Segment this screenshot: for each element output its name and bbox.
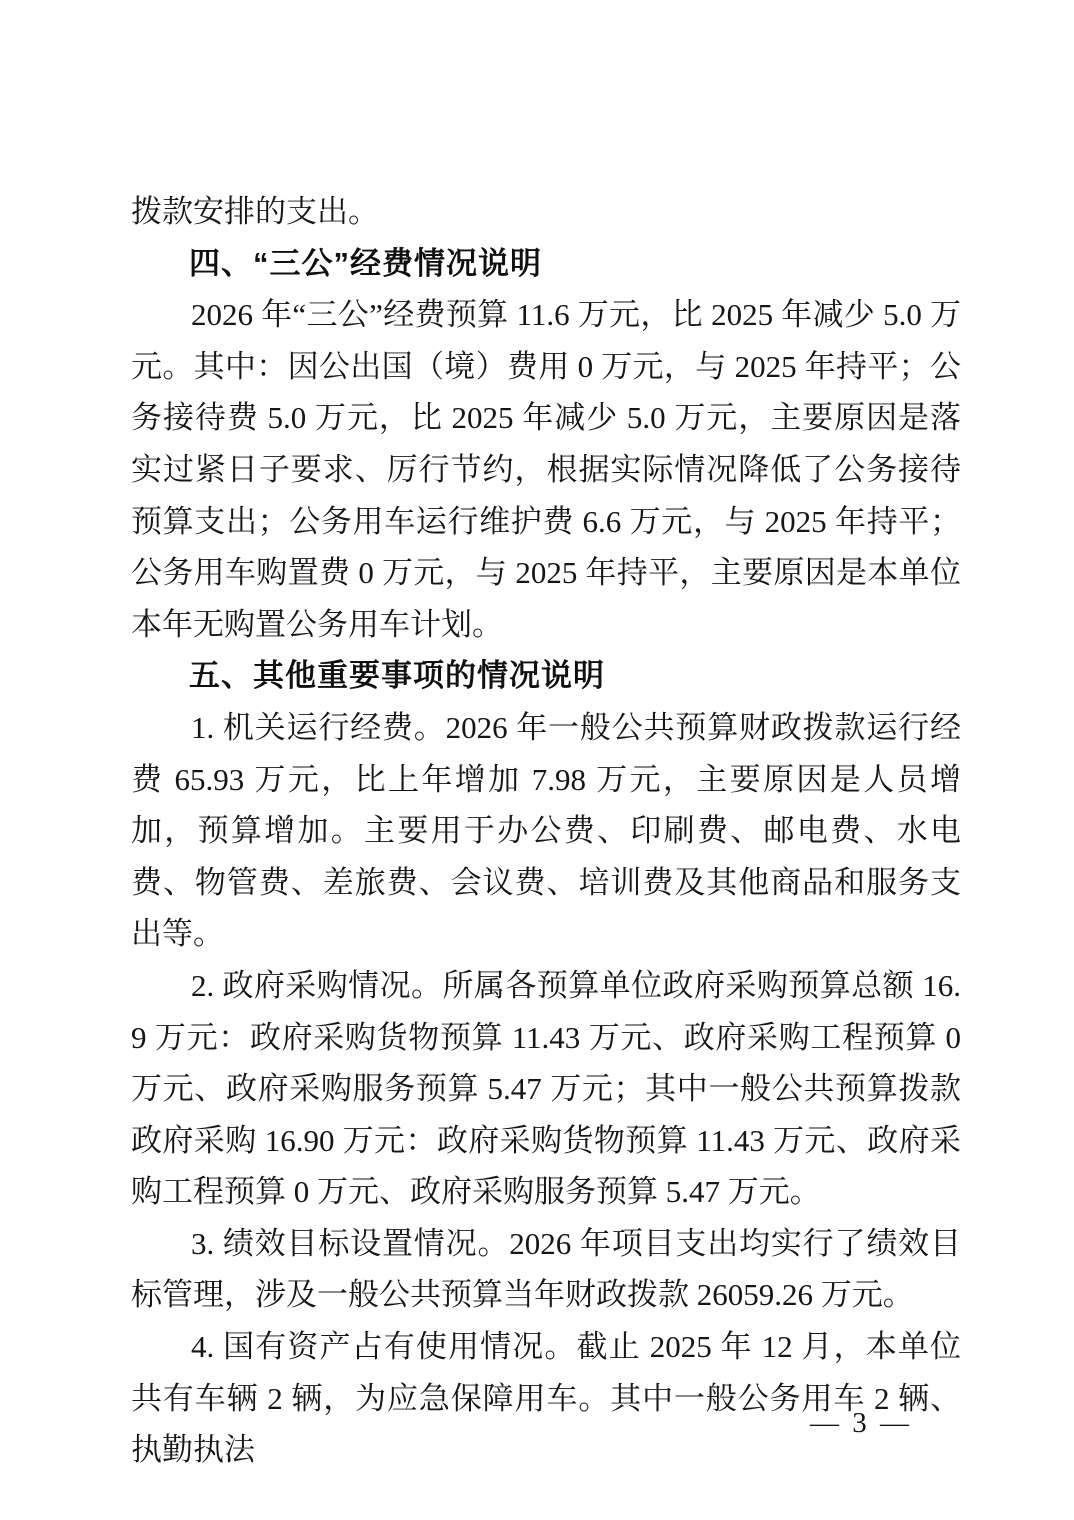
paragraph-operating-funds: 1. 机关运行经费。2026 年一般公共预算财政拨款运行经费 65.93 万元，比上年增加 7.98 万元，主要原因是人员增加，预算增加。主要用于办公费、印刷费、邮电费、水电费、物管费、差旅费、会议费、培训费及其他商品和服务支出等。: [131, 709, 961, 952]
paragraph-three-public-funds-detail: 2026 年“三公”经费预算 11.6 万元，比 2025 年减少 5.0 万元。其中：因公出国（境）费用 0 万元，与 2025 年持平；公务接待费 5.0 万元，比 2025 年减少 5.0 万元，主要原因是落实过紧日子要求、厉行节约，根据实际情况降低了公务接待预算支出；公务用车运行维护费 6.6 万元，与 2025 年持平；公务用车购置费 0 万元，与 2025 年持平，主要原因是本单位本年无购置公务用车计划。: [131, 297, 961, 642]
paragraph-performance-targets: 3. 绩效目标设置情况。2026 年项目支出均实行了绩效目标管理，涉及一般公共预算当年财政拨款 26059.26 万元。: [131, 1225, 961, 1313]
document-body: [131, 186, 961, 1476]
section-heading-three-public-funds: 四、“三公”经费情况说明: [189, 245, 542, 281]
page-number: — 3 —: [810, 1407, 912, 1439]
paragraph-state-owned-assets: 4. 国有资产占有使用情况。截止 2025 年 12 月，本单位共有车辆 2 辆，为应急保障用车。其中一般公务用车 2 辆、执勤执法: [131, 1329, 961, 1468]
paragraph-government-procurement: 2. 政府采购情况。所属各预算单位政府采购预算总额 16.9 万元：政府采购货物预算 11.43 万元、政府采购工程预算 0 万元、政府采购服务预算 5.47 万元；其中一般公共预算拨款政府采购 16.90 万元：政府采购货物预算 11.43 万元、政府采购工程预算 0 万元、政府采购服务预算 5.47 万元。: [131, 967, 961, 1210]
paragraph-continuation: 拨款安排的支出。: [131, 194, 379, 229]
section-heading-other-important-matters: 五、其他重要事项的情况说明: [189, 658, 605, 694]
